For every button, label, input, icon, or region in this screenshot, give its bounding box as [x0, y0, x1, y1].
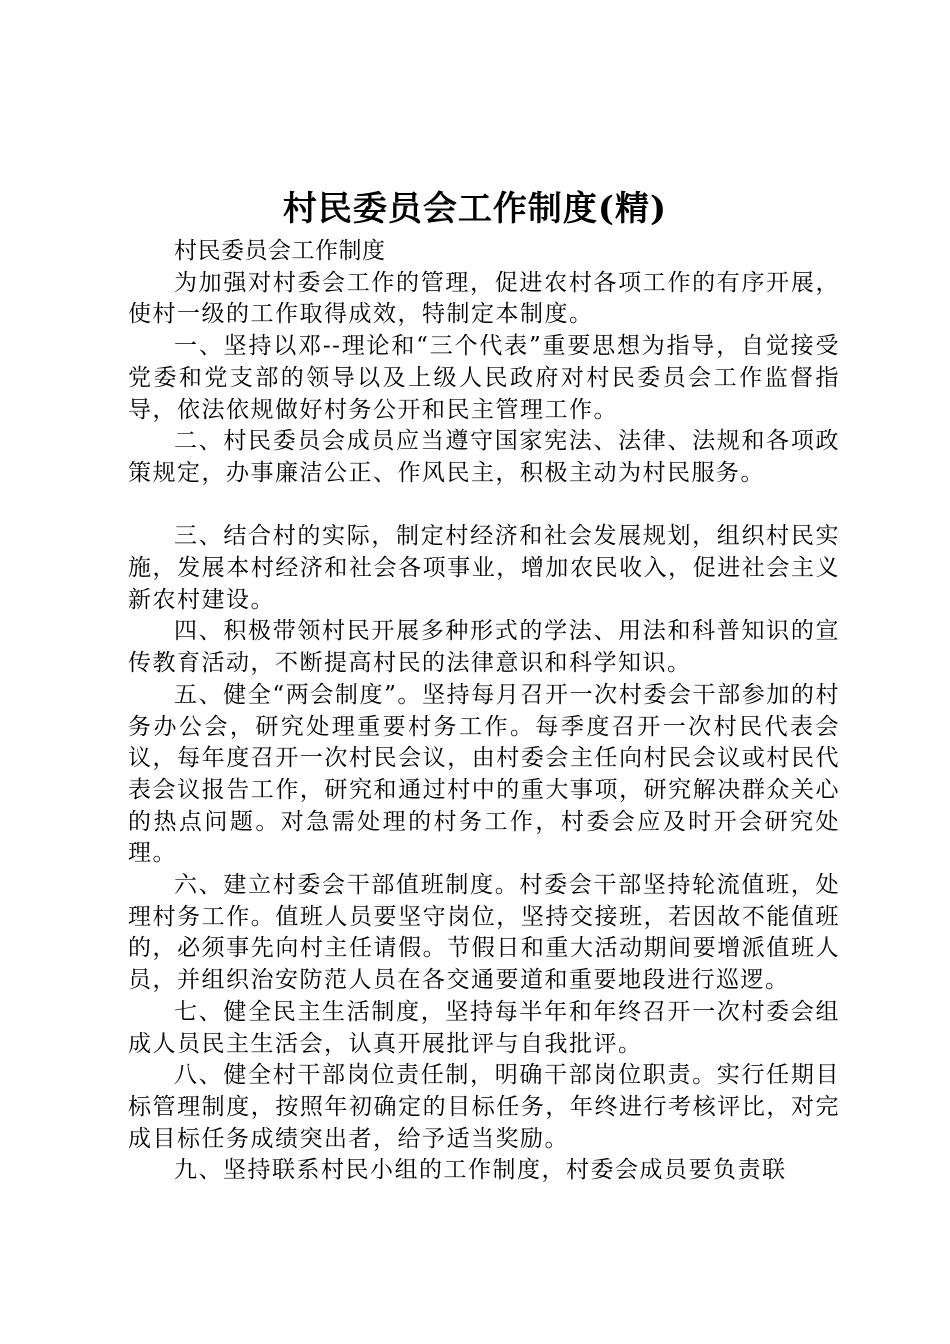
paragraph-8: 八、健全村干部岗位责任制，明确干部岗位职责。实行任期目标管理制度，按照年初确定的目标任务，年终进行考核评比，对完成目标任务成绩突出者，给予适当奖励。 — [128, 1062, 840, 1152]
paragraph-6: 六、建立村委会干部值班制度。村委会干部坚持轮流值班，处理村务工作。值班人员要坚守岗位，坚持交接班，若因故不能值班的，必须事先向村主任请假。节假日和重大活动期间要增派值班人员，并组织治安防范人员在各交通要道和重要地段进行巡逻。 — [128, 872, 840, 994]
document-body — [128, 236, 840, 1187]
paragraph-3: 三、结合村的实际，制定村经济和社会发展规划，组织村民实施，发展本村经济和社会各项事业，增加农民收入，促进社会主义新农村建设。 — [128, 523, 840, 613]
paragraph-5: 五、健全“两会制度”。坚持每月召开一次村委会干部参加的村务办公会，研究处理重要村务工作。每季度召开一次村民代表会议，每年度召开一次村民会议，由村委会主任向村民会议或村民代表会议报告工作，研究和通过村中的重大事项，研究解决群众关心的热点问题。对急需处理的村务工作，村委会应及时开会研究处理。 — [128, 681, 840, 867]
paragraph-1: 一、坚持以邓--理论和“三个代表”重要思想为指导，自觉接受党委和党支部的领导以及上级人民政府对村民委员会工作监督指导，依法依规做好村务公开和民主管理工作。 — [128, 333, 840, 423]
paragraph-9: 九、坚持联系村民小组的工作制度，村委会成员要负责联 — [174, 1157, 787, 1184]
paragraph-7: 七、健全民主生活制度，坚持每半年和年终召开一次村委会组成人员民主生活会，认真开展批评与自我批评。 — [128, 998, 840, 1057]
document-subtitle: 村民委员会工作制度 — [174, 238, 386, 264]
paragraph-intro: 为加强对村委会工作的管理，促进农村各项工作的有序开展，使村一级的工作取得成效，特制定本制度。 — [128, 269, 840, 328]
paragraph-2: 二、村民委员会成员应当遵守国家宪法、法律、法规和各项政策规定，办事廉洁公正、作风民主，积极主动为村民服务。 — [128, 428, 840, 486]
paragraph-4: 四、积极带领村民开展多种形式的学法、用法和科普知识的宣传教育活动，不断提高村民的法律意识和科学知识。 — [128, 618, 840, 677]
document-title: 村民委员会工作制度(精) — [282, 189, 668, 229]
